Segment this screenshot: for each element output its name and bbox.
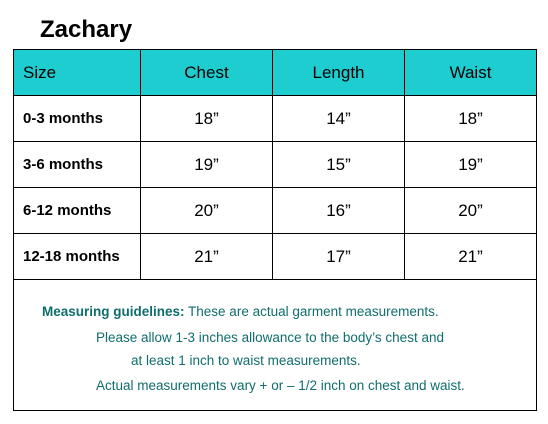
column-header-size: Size bbox=[14, 50, 141, 96]
waist-cell: 19” bbox=[405, 142, 537, 188]
chest-cell: 18” bbox=[141, 96, 273, 142]
guidelines-line-4: Actual measurements vary + or – 1/2 inch on chest and waist. bbox=[96, 378, 465, 393]
column-header-chest: Chest bbox=[141, 50, 273, 96]
waist-cell: 21” bbox=[405, 234, 537, 280]
chest-cell: 20” bbox=[141, 188, 273, 234]
guidelines-line-1 bbox=[42, 303, 439, 321]
size-cell: 6-12 months bbox=[14, 188, 141, 234]
guidelines-label: Measuring guidelines: bbox=[42, 304, 185, 319]
guidelines-line-2: Please allow 1-3 inches allowance to the body’s chest and bbox=[96, 330, 444, 345]
notes-row bbox=[14, 280, 537, 411]
column-header-waist: Waist bbox=[405, 50, 537, 96]
measuring-guidelines bbox=[14, 280, 536, 410]
table-row bbox=[14, 142, 537, 188]
size-cell: 3-6 months bbox=[14, 142, 141, 188]
guidelines-text-1: These are actual garment measurements. bbox=[184, 304, 439, 319]
measuring-guidelines-cell bbox=[14, 280, 537, 411]
length-cell: 14” bbox=[273, 96, 405, 142]
guidelines-line-3: at least 1 inch to waist measurements. bbox=[131, 353, 361, 368]
chest-cell: 21” bbox=[141, 234, 273, 280]
table-row bbox=[14, 188, 537, 234]
chest-cell: 19” bbox=[141, 142, 273, 188]
size-chart-table bbox=[13, 49, 537, 411]
size-cell: 0-3 months bbox=[14, 96, 141, 142]
table-header-row bbox=[14, 50, 537, 96]
page-title: Zachary bbox=[40, 16, 133, 43]
table-row bbox=[14, 234, 537, 280]
size-cell: 12-18 months bbox=[14, 234, 141, 280]
length-cell: 15” bbox=[273, 142, 405, 188]
length-cell: 17” bbox=[273, 234, 405, 280]
table-row bbox=[14, 96, 537, 142]
length-cell: 16” bbox=[273, 188, 405, 234]
waist-cell: 18” bbox=[405, 96, 537, 142]
column-header-length: Length bbox=[273, 50, 405, 96]
waist-cell: 20” bbox=[405, 188, 537, 234]
